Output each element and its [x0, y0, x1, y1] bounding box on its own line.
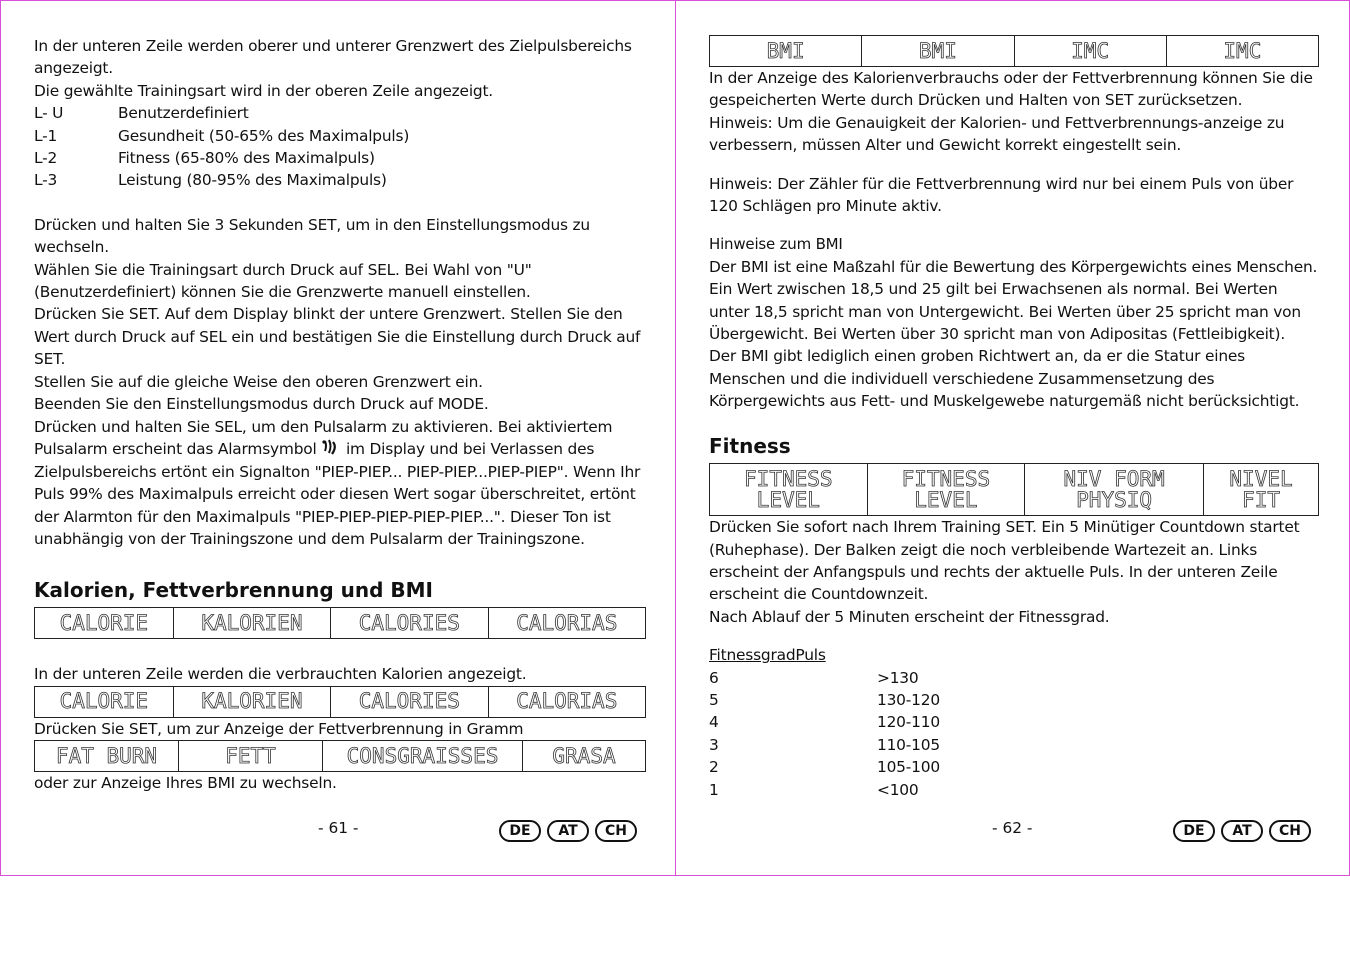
lcd-calorie-table-2: [34, 686, 646, 718]
pulse: 105-100: [877, 758, 940, 777]
lcd-cell: BMI: [710, 36, 862, 67]
lcd-fitness-table: [709, 463, 1319, 516]
page-62-content: [709, 35, 1319, 801]
mode-row: [34, 102, 646, 124]
mode-desc: Gesundheit (50-65% des Maximalpuls): [118, 126, 410, 145]
lcd-line: LEVEL: [914, 487, 978, 512]
lcd-cell: [1204, 464, 1319, 516]
reset-note: Hinweis: Um die Genauigkeit der Kalorien- und Fettverbrennungs-anzeige zu verbessern, müssen Alter und Gewicht korrekt eingestellt sein.: [709, 113, 1285, 155]
pulse: 130-120: [877, 690, 940, 709]
grade: 4: [709, 713, 719, 732]
lcd-cell: CALORIES: [331, 608, 488, 639]
lcd-line: NIVEL: [1229, 466, 1293, 491]
calorie-text: In der unteren Zeile werden die verbrauchten Kalorien angezeigt.: [34, 665, 527, 684]
mode-code: L-1: [34, 126, 58, 145]
counter-note: Hinweis: Der Zähler für die Fettverbrennung wird nur bei einem Puls von über 120 Schlägen pro Minute aktiv.: [709, 174, 1294, 216]
lcd-line: FITNESS: [744, 466, 833, 491]
grade: 1: [709, 780, 719, 799]
instruction-line: Wählen Sie die Trainingsart durch Druck auf SEL. Bei Wahl von "U" (Benutzerdefiniert) können Sie die Grenzwerte manuell einstellen.: [34, 260, 532, 302]
fitness-table-row: [709, 734, 1319, 756]
bmi-heading: Hinweise zum BMI: [709, 235, 843, 254]
instruction-line: Drücken und halten Sie 3 Sekunden SET, um in den Einstellungsmodus zu wechseln.: [34, 215, 590, 257]
lcd-cell: FETT: [179, 741, 323, 772]
lcd-cell: CALORIE: [35, 608, 174, 639]
lcd-cell: CALORIE: [35, 686, 174, 717]
grade: 3: [709, 735, 719, 754]
fitness-table-row: [709, 756, 1319, 778]
mode-desc: Leistung (80-95% des Maximalpuls): [118, 171, 387, 190]
pulse: <100: [877, 780, 919, 799]
country-badges: [1173, 820, 1311, 842]
section-heading-kalorien: Kalorien, Fettverbrennung und BMI: [34, 578, 433, 603]
pulse-alarm-icon: [321, 438, 341, 456]
country-badge-ch: CH: [595, 820, 637, 842]
mode-row: [34, 169, 646, 191]
lcd-cell: KALORIEN: [173, 608, 330, 639]
fitness-table-header: FitnessgradPuls: [709, 646, 826, 665]
mode-code: L-3: [34, 171, 58, 190]
lcd-calorie-table: [34, 607, 646, 639]
page-number: - 62 -: [992, 819, 1033, 837]
lcd-cell: GRASA: [523, 741, 646, 772]
bmi-switch-text: oder zur Anzeige Ihres BMI zu wechseln.: [34, 774, 337, 793]
page-61-content: [34, 35, 646, 795]
lcd-line: NIV FORM: [1063, 466, 1165, 491]
fitness-table-row: [709, 711, 1319, 733]
lcd-fat-table: [34, 740, 646, 772]
country-badge-ch: CH: [1269, 820, 1311, 842]
page-number: - 61 -: [318, 819, 359, 837]
mode-desc: Fitness (65-80% des Maximalpuls): [118, 149, 375, 168]
alarm-text-before: Drücken und halten Sie SEL, um den Pulsalarm zu aktivieren. Bei aktiviertem Pulsalarm erscheint das Alarmsymbol: [34, 417, 613, 459]
lcd-cell: BMI: [862, 36, 1014, 67]
country-badges: [499, 820, 637, 842]
fitness-table-row: [709, 779, 1319, 801]
lcd-line: PHYSIQ: [1076, 487, 1153, 512]
fitness-table-row: [709, 689, 1319, 711]
page-62: [675, 0, 1350, 876]
lcd-cell: IMC: [1166, 36, 1318, 67]
pulse: 120-110: [877, 713, 940, 732]
pulse: >130: [877, 668, 919, 687]
grade: 5: [709, 690, 719, 709]
lcd-cell: [1025, 464, 1204, 516]
reset-text: In der Anzeige des Kalorienverbrauchs oder der Fettverbrennung können Sie die gespeicherten Werte durch Drücken und Halten von SET zurücksetzen.: [709, 69, 1313, 110]
bmi-text: Der BMI ist eine Maßzahl für die Bewertung des Körpergewichts eines Menschen. Ein Wert zwischen 18,5 und 25 gilt bei Erwachsenen als normal. Bei Werten unter 18,5 spricht man von Untergewicht. Bei Werten über 25 spricht man von Übergewicht. Bei Werten über 30 spricht man von Adipositas (Fettleibigkeit).: [709, 257, 1318, 344]
grade: 6: [709, 668, 719, 687]
lcd-cell: FAT BURN: [35, 741, 179, 772]
grade: 2: [709, 758, 719, 777]
lcd-bmi-table: [709, 35, 1319, 67]
lcd-cell: CALORIAS: [488, 686, 645, 717]
fitness-table-row: [709, 667, 1319, 689]
mode-code: L- U: [34, 104, 64, 123]
lcd-cell: CALORIES: [331, 686, 488, 717]
mode-row: [34, 147, 646, 169]
instruction-line: Stellen Sie auf die gleiche Weise den oberen Grenzwert ein.: [34, 372, 483, 391]
intro-line: Die gewählte Trainingsart wird in der oberen Zeile angezeigt.: [34, 81, 493, 100]
lcd-cell: KALORIEN: [173, 686, 330, 717]
alarm-paragraph: [34, 416, 646, 552]
lcd-cell: CALORIAS: [488, 608, 645, 639]
instruction-line: Beenden Sie den Einstellungsmodus durch Druck auf MODE.: [34, 395, 489, 414]
intro-line: In der unteren Zeile werden oberer und unterer Grenzwert des Zielpulsbereichs angezeigt.: [34, 37, 632, 78]
lcd-line: FIT: [1242, 487, 1280, 512]
mode-row: [34, 125, 646, 147]
fitness-text: Nach Ablauf der 5 Minuten erscheint der Fitnessgrad.: [709, 607, 1110, 626]
fitness-heading: Fitness: [709, 433, 791, 458]
lcd-line: FITNESS: [901, 466, 991, 491]
country-badge-at: AT: [1221, 820, 1263, 842]
alarm-text-after: im Display und bei Verlassen des Zielpulsbereichs ertönt ein Signalton "PIEP-PIEP... PIEP-PIEP...PIEP-PIEP". Wenn Ihr Puls 99% des Maximalpuls erreicht oder diesen Wert sogar überschreitet, ertönt der Alarmton für den Maximalpuls "PIEP-PIEP-PIEP-PIEP-PIEP...". Dieser Ton ist unabhängig von der Trainingszone und dem Pulsalarm der Trainingszone.: [34, 440, 641, 549]
bmi-text: Der BMI gibt lediglich einen groben Richtwert an, da er die Statur eines Menschen und die individuell verschiedene Zusammensetzung des Körpergewichts aus Fett- und Muskelgewebe naturgemäß nicht berücksichtigt.: [709, 347, 1300, 411]
country-badge-de: DE: [1173, 820, 1215, 842]
lcd-line: LEVEL: [756, 487, 820, 512]
country-badge-at: AT: [547, 820, 589, 842]
instruction-line: Drücken Sie SET. Auf dem Display blinkt der untere Grenzwert. Stellen Sie den Wert durch Druck auf SEL ein und bestätigen Sie die Einstellung durch Druck auf SET.: [34, 305, 641, 369]
lcd-cell: [867, 464, 1025, 516]
lcd-cell: CONSGRAISSES: [323, 741, 523, 772]
fat-text: Drücken Sie SET, um zur Anzeige der Fettverbrennung in Gramm: [34, 719, 524, 738]
fitness-text: Drücken Sie sofort nach Ihrem Training SET. Ein 5 Minütiger Countdown startet (Ruhephase). Der Balken zeigt die noch verbleibende Wartezeit an. Links erscheint der Anfangspuls und rechts der aktuelle Puls. In der unteren Zeile erscheint die Countdownzeit.: [709, 518, 1300, 604]
lcd-cell: [710, 464, 868, 516]
mode-desc: Benutzerdefiniert: [118, 104, 249, 123]
page-61: [0, 0, 676, 876]
mode-code: L-2: [34, 149, 58, 168]
pulse: 110-105: [877, 735, 940, 754]
lcd-cell: IMC: [1014, 36, 1166, 67]
country-badge-de: DE: [499, 820, 541, 842]
